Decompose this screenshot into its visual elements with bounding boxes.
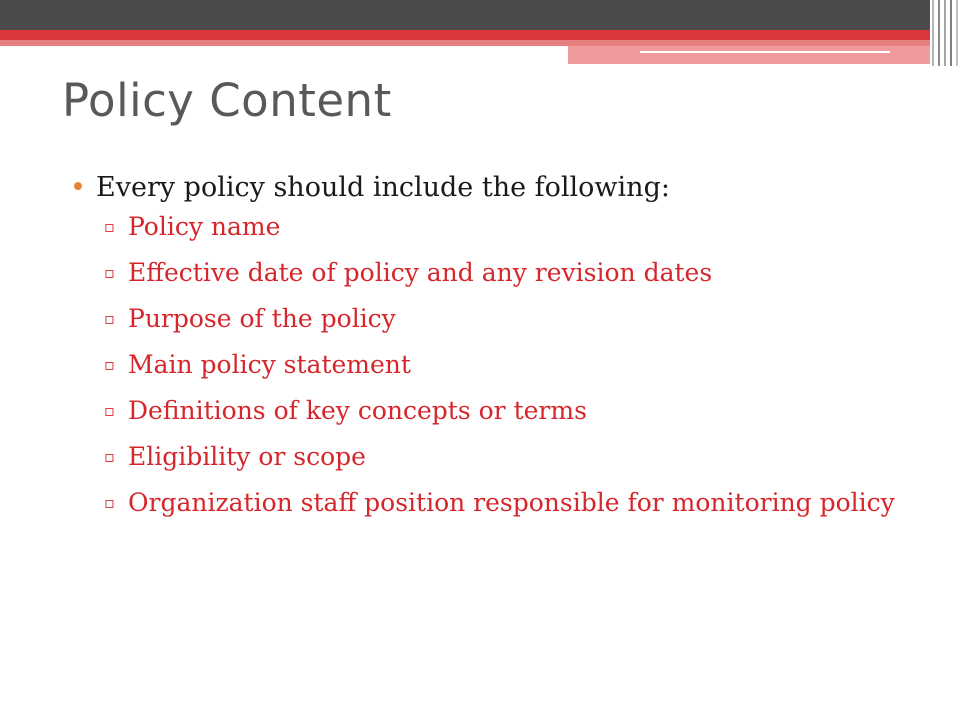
sub-bullet-text: Organization staff position responsible for monitoring policy <box>128 488 895 517</box>
sub-bullet-item <box>70 350 930 380</box>
square-bullet-icon: ▫ <box>104 263 115 282</box>
header-white-line <box>640 51 890 53</box>
slide-body <box>70 168 930 534</box>
square-bullet-icon: ▫ <box>104 447 115 466</box>
sub-bullet-item <box>70 212 930 242</box>
corner-decoration <box>930 0 960 66</box>
square-bullet-icon: ▫ <box>104 355 115 374</box>
sub-bullet-text: Main policy statement <box>128 350 411 379</box>
header-light-stripe <box>568 46 930 64</box>
sub-bullet-item <box>70 396 930 426</box>
sub-bullet-item <box>70 488 930 518</box>
square-bullet-icon: ▫ <box>104 217 115 236</box>
sub-bullet-item <box>70 304 930 334</box>
bullet-dot-icon: • <box>70 172 86 203</box>
sub-bullet-item <box>70 442 930 472</box>
main-bullet-text: Every policy should include the following: <box>96 172 670 203</box>
sub-bullet-text: Purpose of the policy <box>128 304 396 333</box>
square-bullet-icon: ▫ <box>104 309 115 328</box>
sub-bullet-text: Effective date of policy and any revision dates <box>128 258 713 287</box>
square-bullet-icon: ▫ <box>104 493 115 512</box>
square-bullet-icon: ▫ <box>104 401 115 420</box>
slide-title: Policy Content <box>62 74 392 127</box>
sub-bullet-text: Eligibility or scope <box>128 442 366 471</box>
sub-bullet-item <box>70 258 930 288</box>
sub-bullet-text: Definitions of key concepts or terms <box>128 396 587 425</box>
header-dark-bar <box>0 0 930 30</box>
sub-bullet-list <box>70 212 930 518</box>
sub-bullet-text: Policy name <box>128 212 281 241</box>
main-bullet <box>70 168 930 208</box>
header-red-stripe <box>0 30 930 40</box>
